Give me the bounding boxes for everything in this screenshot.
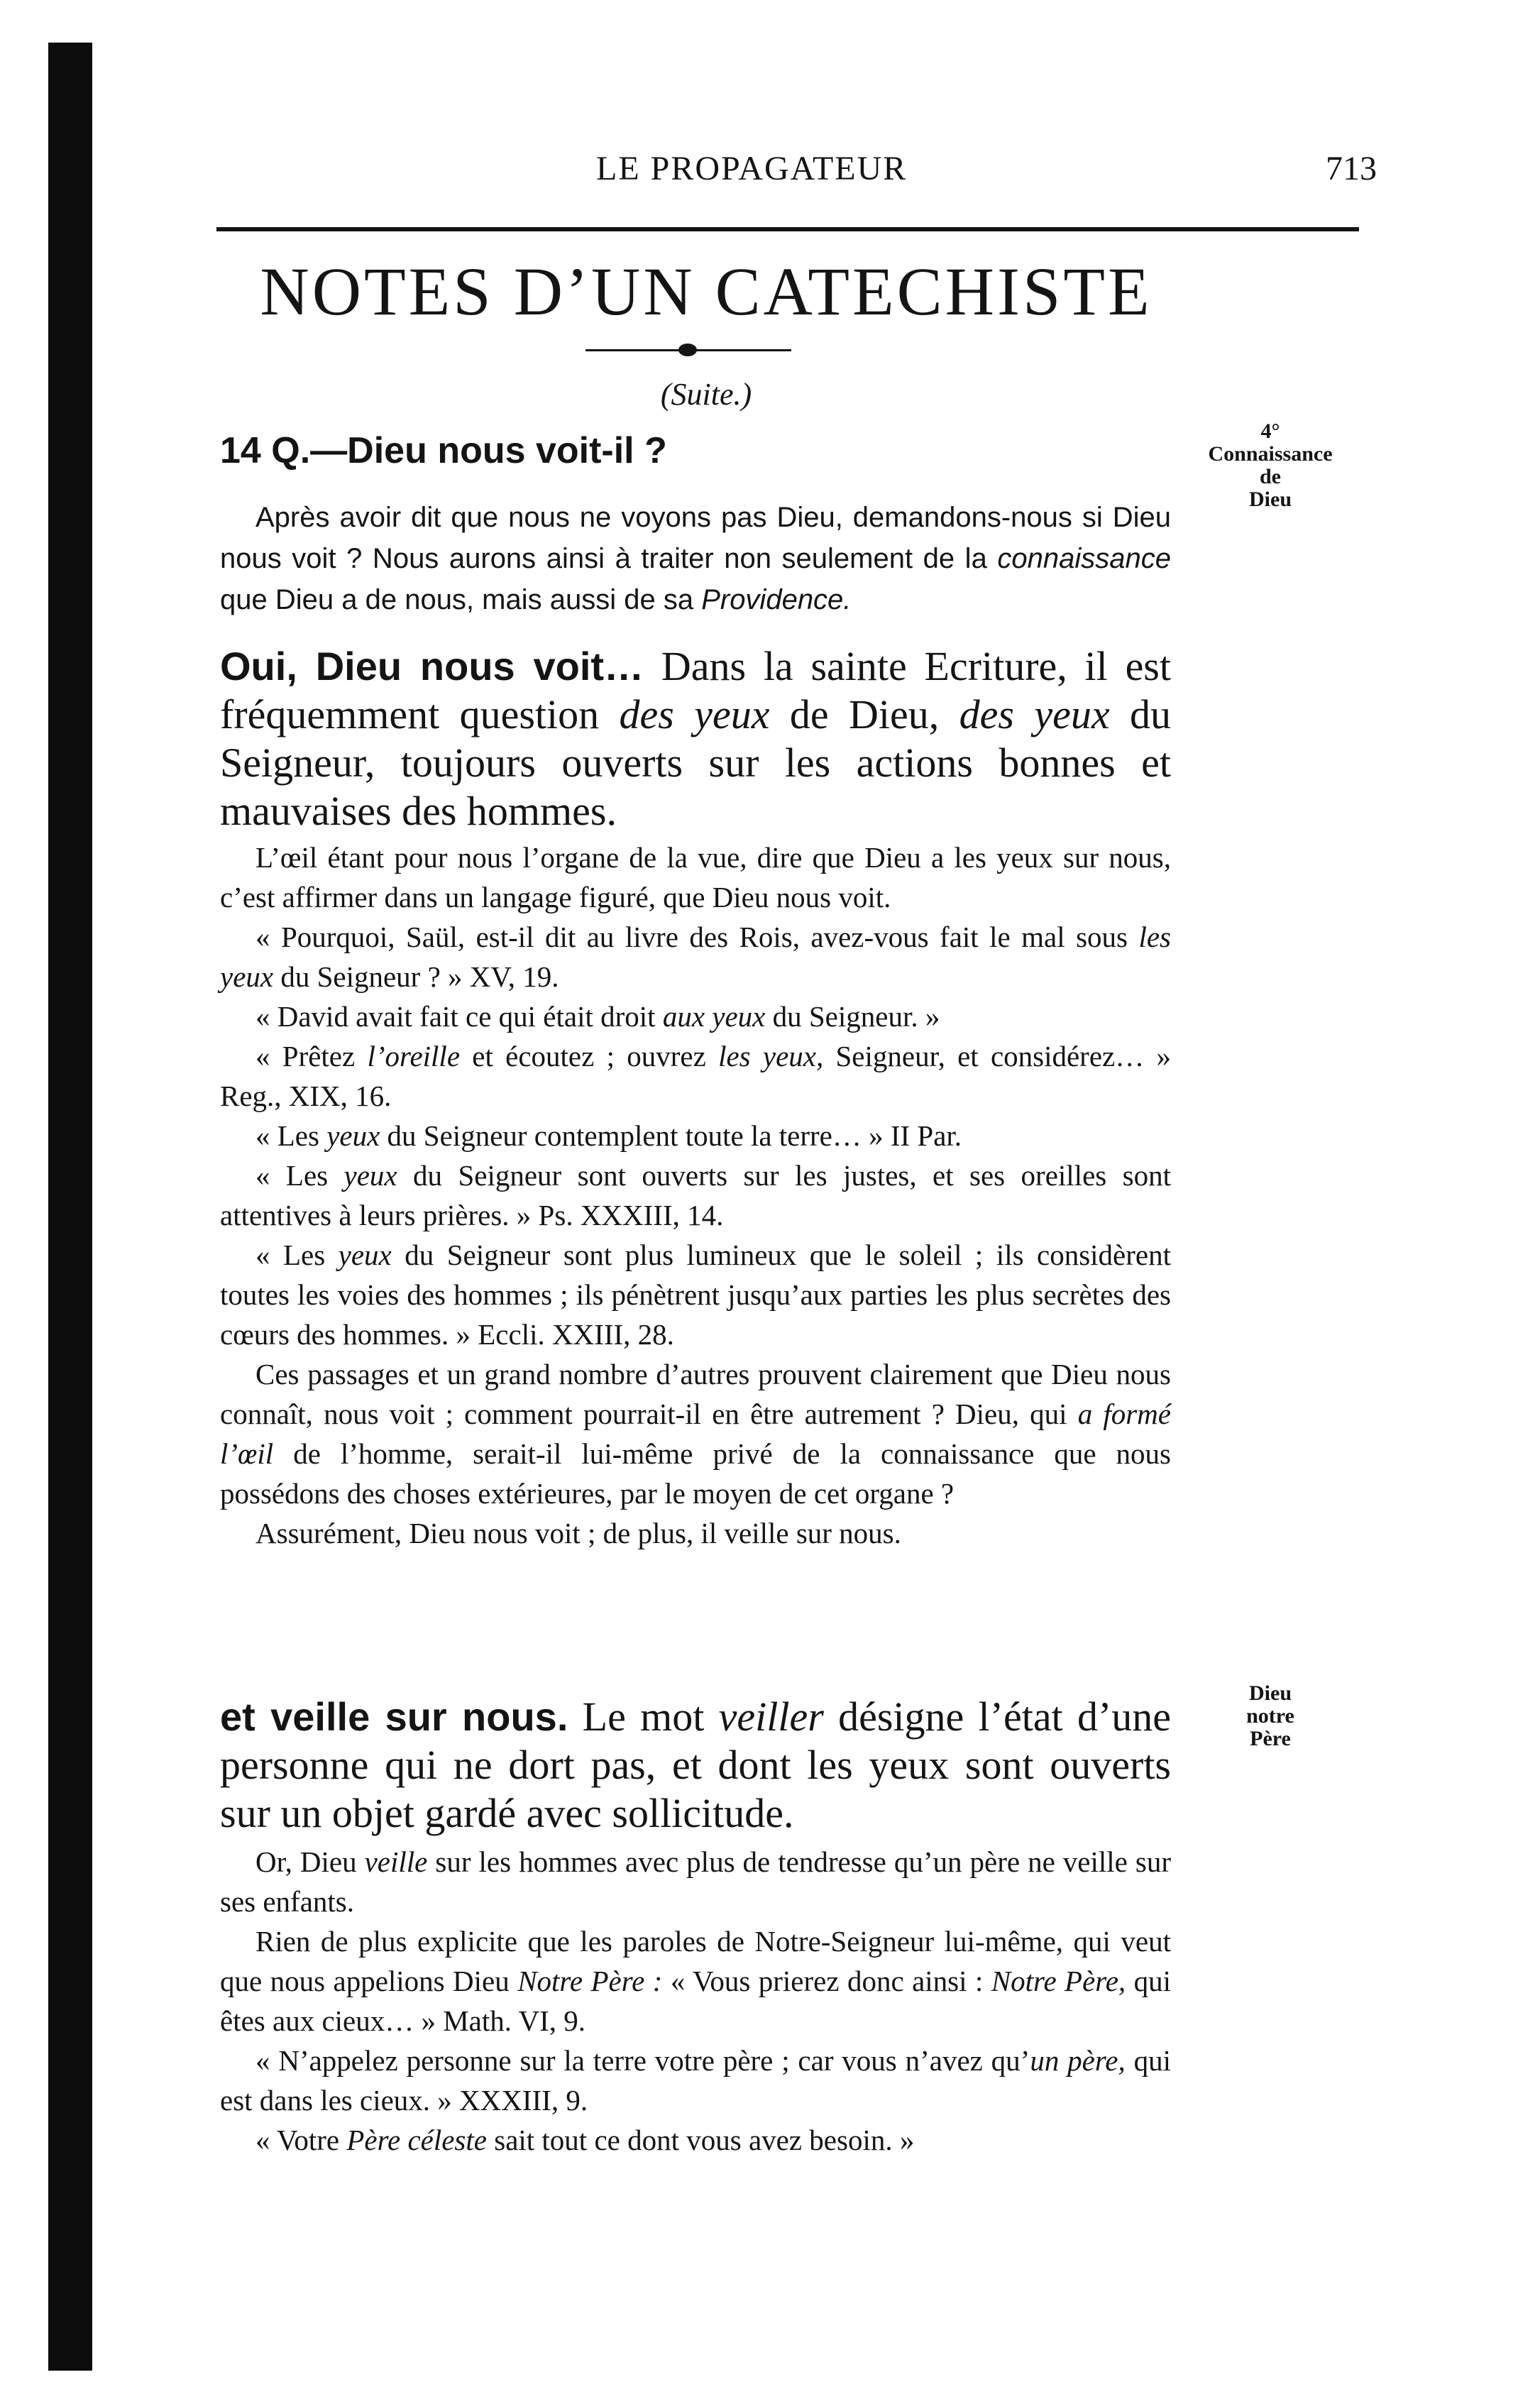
- body-paragraph: « Prêtez l’oreille et écoutez ; ouvrez les yeux, Seigneur, et considérez… » Reg., XIX, 16.: [220, 1040, 1171, 1112]
- intro-text: Après avoir dit que nous ne voyons pas Dieu, demandons-nous si Dieu nous voit ? Nous aurons ainsi à traiter non seulement de la connaissance que Dieu a de nous, mais aussi de sa Providence.: [220, 502, 1171, 615]
- answer-veille-paragraph: et veille sur nous. Le mot veiller désigne l’état d’une personne qui ne dort pas, et dont les yeux sont ouverts sur un objet gardé avec sollicitude.: [220, 1694, 1172, 1836]
- title-ornament-dot: [678, 344, 697, 356]
- header-rule: [216, 227, 1359, 231]
- body-paragraph: « David avait fait ce qui était droit aux yeux du Seigneur. »: [255, 1000, 940, 1033]
- question-heading: 14 Q.—Dieu nous voit-il ?: [220, 430, 667, 471]
- answer-lead: et veille sur nous.: [220, 1694, 568, 1739]
- body-paragraph: « Pourquoi, Saül, est-il dit au livre des Rois, avez-vous fait le mal sous les yeux du Seigneur ? » XV, 19.: [220, 921, 1171, 993]
- body-paragraph: « Votre Père céleste sait tout ce dont vous avez besoin. »: [255, 2124, 915, 2156]
- intro-paragraph: [220, 497, 1171, 620]
- answer-oui-paragraph: Oui, Dieu nous voit… Dans la sainte Ecriture, il est fréquemment question des yeux de Dieu, des yeux du Seigneur, toujours ouverts sur les actions bonnes et mauvaises des hommes.: [220, 643, 1172, 834]
- answer-lead: Oui, Dieu nous voit…: [220, 644, 644, 688]
- body-paragraph: Ces passages et un grand nombre d’autres prouvent clairement que Dieu nous connaît, nous voit ; comment pourrait-il en être autrement ? Dieu, qui a formé l’œil de l’homme, serait-il lui-même privé de la connaissance que nous possédons des choses extérieures, par le moyen de cet organe ?: [220, 1358, 1171, 1510]
- body-paragraph: L’œil étant pour nous l’organe de la vue, dire que Dieu a les yeux sur nous, c’est affirmer dans un langage figuré, que Dieu nous voit.: [220, 841, 1171, 913]
- margin-note-line: de: [1260, 465, 1281, 488]
- page-header: [213, 149, 1377, 199]
- margin-note-connaissance: [1182, 420, 1359, 511]
- body-paragraph: Assurément, Dieu nous voit ; de plus, il veille sur nous.: [255, 1517, 901, 1549]
- body-section-pere: [220, 1842, 1171, 2160]
- body-paragraph: Rien de plus explicite que les paroles de Notre-Seigneur lui-même, qui veut que nous appelions Dieu Notre Père : « Vous prierez donc ainsi : Notre Père, qui êtes aux cieux… » Math. VI, 9.: [220, 1925, 1172, 2037]
- running-title: LE PROPAGATEUR: [596, 150, 908, 187]
- margin-note-line: Dieu: [1249, 488, 1292, 511]
- margin-note-line: notre: [1246, 1704, 1294, 1728]
- body-paragraph: Or, Dieu veille sur les hommes avec plus de tendresse qu’un père ne veille sur ses enfants.: [220, 1845, 1171, 1918]
- body-paragraph: « Les yeux du Seigneur sont plus lumineux que le soleil ; ils considèrent toutes les voies des hommes ; ils pénètrent jusqu’aux parties les plus secrètes des cœurs des hommes. » Eccli. XXIII, 28.: [220, 1239, 1171, 1351]
- body-paragraph: « Les yeux du Seigneur contemplent toute la terre… » II Par.: [255, 1119, 962, 1152]
- body-section-yeux: [220, 838, 1171, 1553]
- margin-note-line: Père: [1250, 1727, 1291, 1750]
- article-title: NOTES D’UN CATECHISTE: [260, 253, 1153, 329]
- margin-note-dieu-notre-pere: [1182, 1682, 1359, 1750]
- body-paragraph: « Les yeux du Seigneur sont ouverts sur les justes, et ses oreilles sont attentives à leurs prières. » Ps. XXXIII, 14.: [220, 1159, 1171, 1231]
- scan-binding-edge: [48, 43, 92, 2371]
- suite-label: (Suite.): [660, 377, 752, 412]
- margin-note-line: Connaissance: [1208, 442, 1333, 466]
- margin-note-line: 4°: [1260, 419, 1280, 443]
- page-number: 713: [1326, 150, 1377, 187]
- margin-note-line: Dieu: [1249, 1681, 1292, 1705]
- body-paragraph: « N’appelez personne sur la terre votre père ; car vous n’avez qu’un père, qui est dans les cieux. » XXXIII, 9.: [220, 2044, 1171, 2117]
